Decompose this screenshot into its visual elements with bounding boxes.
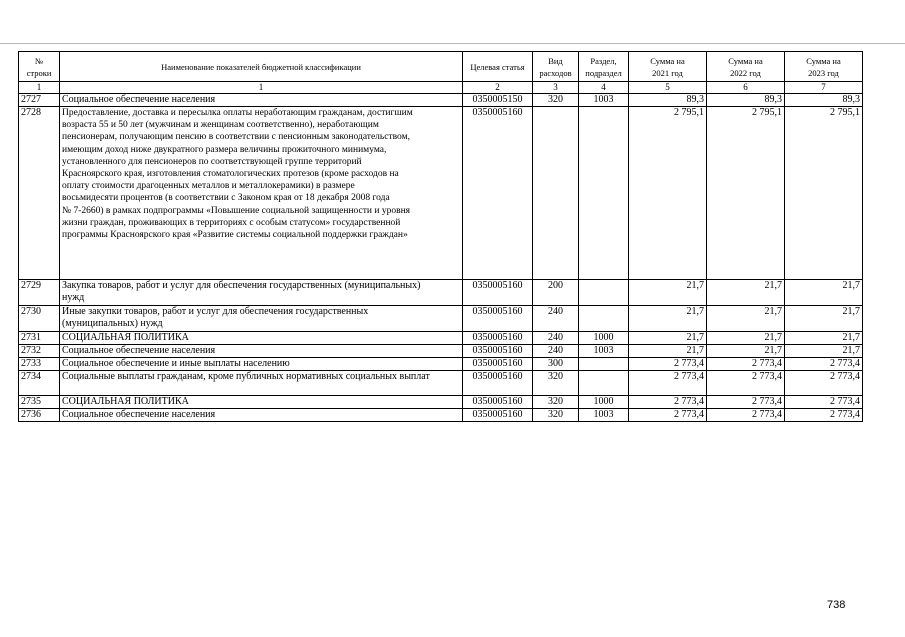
row-kind: 320 [533, 371, 579, 396]
row-section: 1000 [579, 396, 629, 409]
row-kind: 300 [533, 358, 579, 371]
row-sum-2021: 21,7 [629, 280, 707, 306]
row-sum-2023: 89,3 [785, 94, 863, 107]
column-number: 7 [785, 82, 863, 94]
row-no: 2730 [19, 306, 60, 332]
row-section: 1003 [579, 345, 629, 358]
row-target: 0350005160 [463, 358, 533, 371]
row-no: 2731 [19, 332, 60, 345]
row-section [579, 358, 629, 371]
row-sum-2022: 2 773,4 [707, 371, 785, 396]
column-number: 2 [463, 82, 533, 94]
table-row [19, 94, 863, 107]
row-no: 2735 [19, 396, 60, 409]
table-row [19, 332, 863, 345]
row-kind: 320 [533, 94, 579, 107]
row-sum-2021: 21,7 [629, 332, 707, 345]
row-name: СОЦИАЛЬНАЯ ПОЛИТИКА [60, 332, 463, 345]
row-sum-2021: 2 773,4 [629, 409, 707, 422]
table-row [19, 345, 863, 358]
column-number: 6 [707, 82, 785, 94]
top-rule [0, 43, 905, 44]
row-kind: 240 [533, 345, 579, 358]
table-row [19, 396, 863, 409]
header-sum-2023: Сумма на 2023 год [785, 52, 863, 82]
row-sum-2021: 2 773,4 [629, 396, 707, 409]
table-row [19, 409, 863, 422]
column-number: 4 [579, 82, 629, 94]
row-kind: 240 [533, 332, 579, 345]
row-target: 0350005160 [463, 396, 533, 409]
row-sum-2023: 2 773,4 [785, 371, 863, 396]
row-sum-2022: 2 773,4 [707, 396, 785, 409]
row-sum-2022: 2 773,4 [707, 409, 785, 422]
row-section [579, 107, 629, 280]
budget-table [18, 51, 863, 422]
row-kind [533, 107, 579, 280]
row-sum-2022: 2 773,4 [707, 358, 785, 371]
header-sum-2022: Сумма на 2022 год [707, 52, 785, 82]
row-section [579, 306, 629, 332]
row-section: 1003 [579, 409, 629, 422]
column-number: 1 [19, 82, 60, 94]
row-sum-2021: 21,7 [629, 345, 707, 358]
row-target: 0350005150 [463, 94, 533, 107]
row-sum-2021: 2 773,4 [629, 371, 707, 396]
row-sum-2023: 2 773,4 [785, 358, 863, 371]
row-target: 0350005160 [463, 409, 533, 422]
table-row [19, 371, 863, 396]
row-name: Социальное обеспечение населения [60, 345, 463, 358]
header-row-no: № строки [19, 52, 60, 82]
row-sum-2023: 2 773,4 [785, 409, 863, 422]
row-no: 2728 [19, 107, 60, 280]
row-sum-2022: 89,3 [707, 94, 785, 107]
row-name: Закупка товаров, работ и услуг для обеспечения государственных (муниципальных) нужд [60, 280, 463, 306]
table-row [19, 280, 863, 306]
row-name: Иные закупки товаров, работ и услуг для обеспечения государственных (муниципальных) нужд [60, 306, 463, 332]
page-number: 738 [827, 599, 846, 611]
column-number: 1 [60, 82, 463, 94]
row-sum-2023: 21,7 [785, 306, 863, 332]
column-number-row [19, 82, 863, 94]
header-row [19, 52, 863, 82]
table-row [19, 358, 863, 371]
row-sum-2021: 89,3 [629, 94, 707, 107]
header-sum-2021: Сумма на 2021 год [629, 52, 707, 82]
row-no: 2736 [19, 409, 60, 422]
row-sum-2022: 21,7 [707, 306, 785, 332]
row-section [579, 371, 629, 396]
row-sum-2022: 21,7 [707, 280, 785, 306]
row-target: 0350005160 [463, 371, 533, 396]
row-no: 2732 [19, 345, 60, 358]
row-sum-2021: 2 773,4 [629, 358, 707, 371]
row-section: 1003 [579, 94, 629, 107]
row-sum-2023: 2 773,4 [785, 396, 863, 409]
row-no: 2729 [19, 280, 60, 306]
table-row [19, 306, 863, 332]
column-number: 5 [629, 82, 707, 94]
row-sum-2023: 2 795,1 [785, 107, 863, 280]
row-target: 0350005160 [463, 345, 533, 358]
table-row [19, 107, 863, 280]
row-target: 0350005160 [463, 306, 533, 332]
row-kind: 200 [533, 280, 579, 306]
row-section: 1000 [579, 332, 629, 345]
header-kind: Вид расходов [533, 52, 579, 82]
row-section [579, 280, 629, 306]
column-number: 3 [533, 82, 579, 94]
row-sum-2021: 2 795,1 [629, 107, 707, 280]
row-sum-2023: 21,7 [785, 280, 863, 306]
row-no: 2734 [19, 371, 60, 396]
row-sum-2023: 21,7 [785, 345, 863, 358]
row-target: 0350005160 [463, 107, 533, 280]
row-name: Предоставление, доставка и пересылка оплаты неработающим гражданам, достигшим возраста 55 и 50 лет (мужчинам и женщинам соответственно), неработающим пенсионерам, получающим пенсию в соответствии с пенсионным законодательством, имеющим доход ниже двукратного размера величины прожиточного минимума, установленного для пенсионеров по соответствующей группе территорий Красноярского края, изготовления стоматологических протезов (кроме расходов на оплату стоимости драгоценных металлов и металлокерамики) в размере восьмидесяти процентов (в соответствии с Законом края от 18 декабря 2008 года № 7-2660) в рамках подпрограммы «Повышение социальной защищенности и уровня жизни граждан, проживающих в территориях с особым статусом» государственной программы Красноярского края «Развитие системы социальной поддержки граждан» [60, 107, 463, 280]
header-section: Раздел, подраздел [579, 52, 629, 82]
header-target: Целевая статья [463, 52, 533, 82]
row-name: Социальное обеспечение и иные выплаты населению [60, 358, 463, 371]
header-name: Наименование показателей бюджетной классификации [60, 52, 463, 82]
row-target: 0350005160 [463, 280, 533, 306]
row-no: 2733 [19, 358, 60, 371]
row-sum-2022: 21,7 [707, 332, 785, 345]
row-sum-2021: 21,7 [629, 306, 707, 332]
row-sum-2022: 2 795,1 [707, 107, 785, 280]
row-name: СОЦИАЛЬНАЯ ПОЛИТИКА [60, 396, 463, 409]
row-name: Социальное обеспечение населения [60, 94, 463, 107]
row-kind: 240 [533, 306, 579, 332]
row-sum-2022: 21,7 [707, 345, 785, 358]
row-name: Социальное обеспечение населения [60, 409, 463, 422]
row-kind: 320 [533, 409, 579, 422]
row-sum-2023: 21,7 [785, 332, 863, 345]
row-no: 2727 [19, 94, 60, 107]
row-name: Социальные выплаты гражданам, кроме публичных нормативных социальных выплат [60, 371, 463, 396]
row-kind: 320 [533, 396, 579, 409]
row-target: 0350005160 [463, 332, 533, 345]
